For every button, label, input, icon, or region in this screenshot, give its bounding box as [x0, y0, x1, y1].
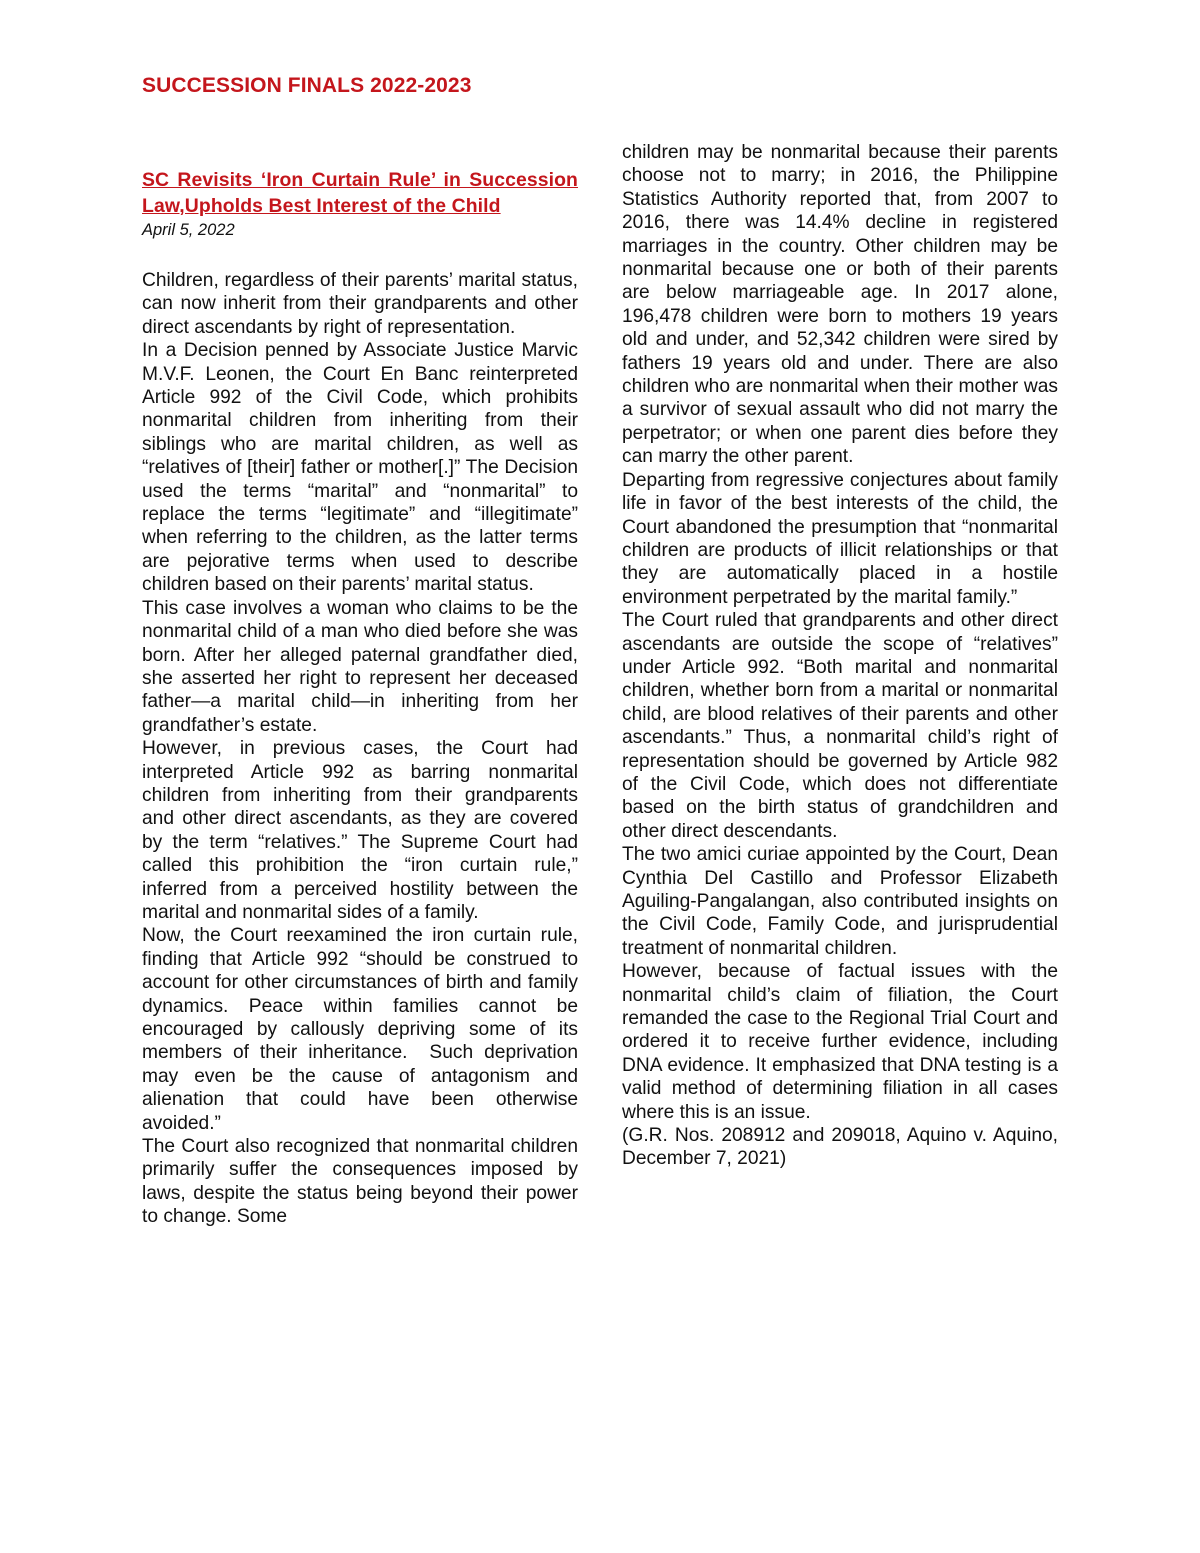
- paragraph: The two amici curiae appointed by the Court, Dean Cynthia Del Castillo and Professor Elizabeth Aguiling-Pangalangan, also contributed insights on the Civil Code, Family Code, and jurisprudential treatment of nonmarital children.: [622, 844, 1058, 959]
- citation: (G.R. Nos. 208912 and 209018, Aquino v. Aquino, December 7, 2021): [622, 1125, 1058, 1170]
- paragraph: In a Decision penned by Associate Justice Marvic M.V.F. Leonen, the Court En Banc reinterpreted Article 992 of the Civil Code, which prohibits nonmarital children from inheriting from their siblings who are marital children, as well as “relatives of [their] father or mother[.]” The Decision used the terms “marital” and “nonmarital” to replace the terms “legitimate” and “illegitimate” when referring to the children, as the latter terms are pejorative terms when used to describe children based on their parents’ marital status.: [142, 340, 578, 596]
- paragraph: Children, regardless of their parents’ marital status, can now inherit from their grandparents and other direct ascendants by right of representation.: [142, 270, 578, 338]
- left-column: [142, 168, 578, 1229]
- paragraph: However, in previous cases, the Court had interpreted Article 992 as barring nonmarital children from inheriting from their grandparents and other direct ascendants, as they are covered by the term “relatives.” The Supreme Court had called this prohibition the “iron curtain rule,” inferred from a perceived hostility between the marital and nonmarital sides of a family.: [142, 738, 578, 923]
- paragraph: Now, the Court reexamined the iron curtain rule, finding that Article 992 “should be construed to account for other circumstances of birth and family dynamics. Peace within families cannot be encouraged by callously depriving some of its members of their inheritance. Such deprivation may even be the cause of antagonism and alienation that could have been otherwise avoided.”: [142, 925, 578, 1134]
- article-date: April 5, 2022: [142, 221, 235, 239]
- right-column: [622, 141, 1058, 1171]
- paragraph: This case involves a woman who claims to be the nonmarital child of a man who died before she was born. After her alleged paternal grandfather died, she asserted her right to represent her deceased father—a marital child—in inheriting from her grandfather’s estate.: [142, 597, 578, 736]
- paragraph: The Court ruled that grandparents and other direct ascendants are outside the scope of “relatives” under Article 992. “Both marital and nonmarital children, whether born from a marital or nonmarital child, are blood relatives of their parents and other ascendants.” Thus, a nonmarital child’s right of representation should be governed by Article 982 of the Civil Code, which does not differentiate based on the birth status of grandchildren and other direct descendants.: [622, 610, 1058, 842]
- paragraph: The Court also recognized that nonmarital children primarily suffer the consequences imposed by laws, despite the status being beyond their power to change. Some: [142, 1136, 578, 1228]
- paragraph: However, because of factual issues with the nonmarital child’s claim of filiation, the Court remanded the case to the Regional Trial Court and ordered it to receive further evidence, including DNA evidence. It emphasized that DNA testing is a valid method of determining filiation in all cases where this is an issue.: [622, 961, 1058, 1123]
- paragraph: Departing from regressive conjectures about family life in favor of the best interests of the child, the Court abandoned the presumption that “nonmarital children are products of illicit relationships or that they are automatically placed in a hostile environment perpetrated by the marital family.”: [622, 469, 1058, 608]
- article-title: SC Revisits ‘Iron Curtain Rule’ in Succession Law,Upholds Best Interest of the Child: [142, 169, 578, 217]
- document-header: SUCCESSION FINALS 2022-2023: [142, 74, 472, 97]
- paragraph: children may be nonmarital because their parents choose not to marry; in 2016, the Philippine Statistics Authority reported that, from 2007 to 2016, there was 14.4% decline in registered marriages in the country. Other children may be nonmarital because one or both of their parents are below marriageable age. In 2017 alone, 196,478 children were born to mothers 19 years old and under, and 52,342 children were sired by fathers 19 years old and under. There are also children who are nonmarital when their mother was a survivor of sexual assault who did not marry the perpetrator; or when one parent dies before they can marry the other parent.: [622, 142, 1058, 468]
